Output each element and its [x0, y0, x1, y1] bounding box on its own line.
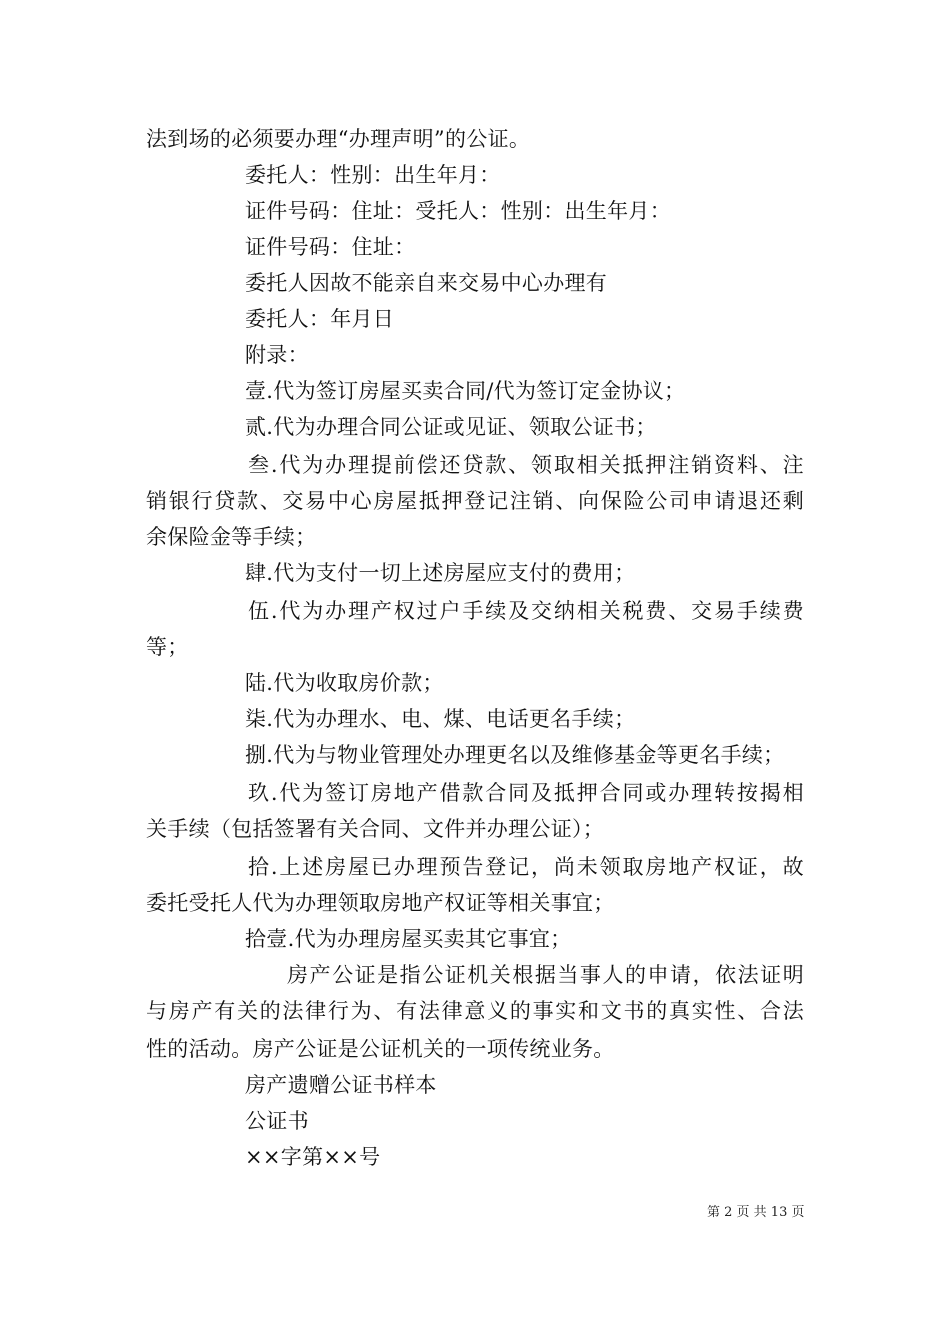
text-line: ××字第××号 [245, 1145, 381, 1169]
text-line: 房产遗赠公证书样本 [245, 1073, 437, 1097]
text-line: 法到场的必须要办理“办理声明”的公证。 [146, 127, 531, 151]
text-line: 等； [146, 635, 189, 659]
text-line: 房产公证是指公证机关根据当事人的申请，依法证明 [287, 963, 804, 987]
text-line: 委托人：年月日 [245, 307, 395, 331]
text-line: 证件号码：住址： [245, 235, 416, 259]
text-line: 叁.代为办理提前偿还贷款、领取相关抵押注销资料、注 [248, 453, 804, 477]
text-line: 委托人：性别：出生年月： [245, 163, 501, 187]
page-number-footer: 第 2 页 共 13 页 [707, 1205, 805, 1220]
text-line: 与房产有关的法律行为、有法律意义的事实和文书的真实性、合法 [146, 999, 804, 1023]
text-line: 柒.代为办理水、电、煤、电话更名手续； [245, 707, 636, 731]
text-line: 公证书 [245, 1109, 309, 1133]
text-line: 销银行贷款、交易中心房屋抵押登记注销、向保险公司申请退还剩 [146, 489, 804, 513]
text-line: 证件号码：住址：受托人：性别：出生年月： [245, 199, 671, 223]
text-line: 附录： [245, 343, 309, 367]
text-line: 拾壹.代为办理房屋买卖其它事宜； [245, 927, 572, 951]
text-line: 委托受托人代为办理领取房地产权证等相关事宜； [146, 891, 615, 915]
text-line: 贰.代为办理合同公证或见证、领取公证书； [245, 415, 657, 439]
text-line: 性的活动。房产公证是公证机关的一项传统业务。 [146, 1037, 615, 1061]
text-line: 捌.代为与物业管理处办理更名以及维修基金等更名手续； [245, 743, 785, 767]
text-line: 伍.代为办理产权过户手续及交纳相关税费、交易手续费 [248, 599, 804, 623]
text-line: 拾.上述房屋已办理预告登记，尚未领取房地产权证，故 [248, 855, 804, 879]
text-line: 肆.代为支付一切上述房屋应支付的费用； [245, 561, 636, 585]
text-line: 关手续（包括签署有关合同、文件并办理公证）； [146, 817, 605, 841]
text-line: 余保险金等手续； [146, 525, 317, 549]
text-line: 陆.代为收取房价款； [245, 671, 444, 695]
text-line: 玖.代为签订房地产借款合同及抵押合同或办理转按揭相 [248, 781, 804, 805]
text-line: 委托人因故不能亲自来交易中心办理有 [245, 271, 608, 295]
text-line: 壹.代为签订房屋买卖合同/代为签订定金协议； [245, 379, 686, 403]
